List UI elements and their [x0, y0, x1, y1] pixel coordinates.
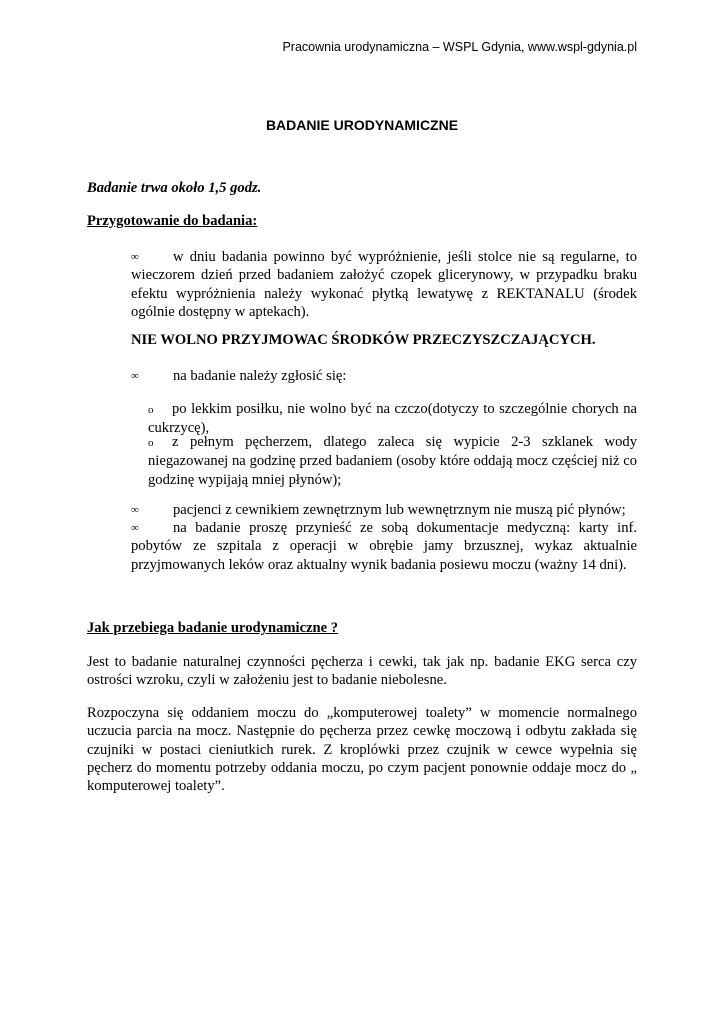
- sub-item-2-text: z pełnym pęcherzem, dlatego zaleca się wypicie 2-3 szklanek wody niegazowanej na godzinę przed badaniem (osoby które oddają mocz częściej niż co godzinę wypijają mniej płynów);: [148, 434, 637, 488]
- circle-bullet-icon: o: [148, 437, 154, 449]
- bullet-item-1-text: w dniu badania powinno być wypróżnienie, jeśli stolce nie są regularne, to wieczorem dzień przed badaniem założyć czopek glicerynowy, w przypadku braku efektu wypróżnienia należy wykonać płytką lewatywę z REKTANALU (środek ogólnie dostępny w aptekach).: [131, 249, 637, 320]
- infinity-bullet-icon: ∞: [131, 251, 139, 263]
- sub-item-1: [148, 400, 637, 438]
- duration-note: Badanie trwa około 1,5 godz.: [87, 180, 262, 196]
- procedure-paragraph-2: Rozpoczyna się oddaniem moczu do „komputerowej toalety” w momencie normalnego uczucia parcia na mocz. Następnie do pęcherza przez cewkę moczową i odbytu zakłada się czujniki w postaci cieniutkich rurek. Z kroplówki przez czujnik w cewce wypełnia się pęcherz do momentu potrzeby oddania moczu, po czym pacjent ponownie oddaje mocz do „ komputerowej toalety”.: [87, 705, 637, 795]
- infinity-bullet-icon: ∞: [131, 504, 139, 516]
- infinity-bullet-icon: ∞: [131, 370, 139, 382]
- bullet-item-3: [131, 501, 626, 519]
- bullet-item-4: [131, 519, 637, 574]
- sub-item-2: [148, 433, 637, 489]
- infinity-bullet-icon: ∞: [131, 522, 139, 534]
- bullet-item-4-text: na badanie proszę przynieść ze sobą dokumentacje medyczną: karty inf. pobytów ze szpitala z operacji w obrębie jamy brzusznej, wykaz aktualnie przyjmowanych leków oraz aktualny wynik badania posiewu moczu (ważny 14 dni).: [131, 520, 637, 573]
- page-title: BADANIE URODYNAMICZNE: [265, 117, 459, 133]
- procedure-heading: Jak przebiega badanie urodynamiczne ?: [87, 620, 339, 636]
- procedure-paragraph-1: Jest to badanie naturalnej czynności pęcherza i cewki, tak jak np. badanie EKG serca czy ostrości wzroku, czyli w założeniu jest to badanie niebolesne.: [87, 654, 637, 689]
- bullet-item-2: [131, 367, 346, 385]
- preparation-heading: Przygotowanie do badania:: [87, 213, 258, 229]
- circle-bullet-icon: o: [148, 404, 154, 416]
- page-header: Pracownia urodynamiczna – WSPL Gdynia, www.wspl-gdynia.pl: [282, 40, 637, 54]
- laxative-warning: NIE WOLNO PRZYJMOWAC ŚRODKÓW PRZECZYSZCZAJĄCYCH.: [131, 332, 596, 348]
- sub-item-1-text: po lekkim posiłku, nie wolno być na czczo(dotyczy to szczególnie chorych na cukrzycę),: [148, 401, 637, 437]
- bullet-item-2-text: na badanie należy zgłosić się:: [173, 368, 347, 384]
- bullet-item-3-text: pacjenci z cewnikiem zewnętrznym lub wewnętrznym nie muszą pić płynów;: [173, 502, 626, 518]
- bullet-item-1: [131, 248, 637, 321]
